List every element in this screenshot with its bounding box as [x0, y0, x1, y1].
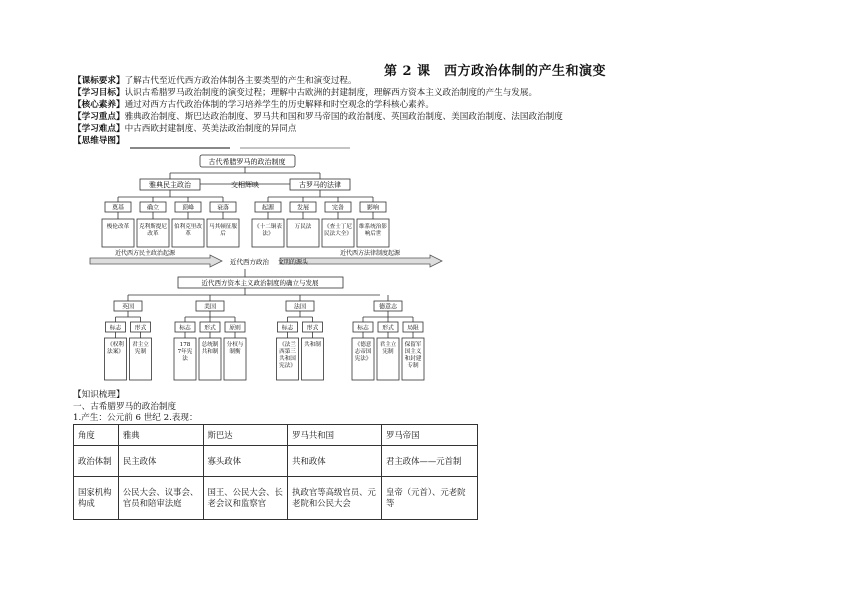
politics-table: [73, 424, 478, 520]
country-detail: 分权与制衡: [226, 342, 244, 355]
table-cell: 执政官等高级官员、元老院和公民大会: [288, 477, 382, 520]
left-item: 确立: [146, 204, 160, 212]
meta-line-difficulty: 【学习难点】中古西欧封建制度、英美法政治制度的异同点: [73, 124, 297, 134]
table-cell: 公民大会、议事会、官员和陪审法庭: [118, 477, 203, 520]
table-header-cell: 罗马共和国: [288, 425, 382, 446]
country-detail: 《法兰西第三共和国宪法》: [279, 342, 296, 369]
country-label: 德意志: [378, 303, 398, 311]
knowledge-header: 【知识梳理】: [73, 390, 125, 400]
table-header-row: [74, 425, 478, 446]
table-row: [74, 477, 478, 520]
table-header-cell: 斯巴达: [203, 425, 288, 446]
knowledge-sub: 1.产生：公元前 6 世纪 2.表现：: [73, 413, 198, 423]
left-detail: 梭伦改革: [106, 224, 130, 230]
mindmap-middle: 交相辉映: [231, 181, 259, 189]
right-item: 完备: [331, 204, 345, 212]
arrow-left-label: 近代西方民主政治起源: [114, 250, 176, 257]
country-detail: 178 7年宪法: [177, 342, 193, 362]
left-detail: 马其顿征服后: [209, 224, 237, 237]
table-cell: 皇帝（元首）、元老院等: [381, 477, 477, 520]
mind-map: [70, 145, 460, 385]
country-label: 法国: [293, 303, 307, 311]
right-item: 影响: [366, 204, 380, 212]
left-detail: 伯利克里改革: [174, 224, 202, 237]
meta-line-literacy: 【核心素养】通过对西方古代政治体制的学习培养学生的历史解释和时空观念的学科核心素养。: [73, 100, 434, 110]
meta-line-goal: 【学习目标】认识古希腊罗马政治制度的演变过程；理解中古欧洲的封建制度，理解西方资本主义政治制度的产生与发展。: [73, 88, 538, 98]
country-item: 局限: [407, 325, 419, 332]
knowledge-section: 一、古希腊罗马的政治制度: [73, 402, 177, 412]
country-detail: 总统制共和制: [201, 342, 219, 355]
country-item: 形式: [306, 325, 319, 332]
right-detail: 《查士丁尼民法大全》: [324, 224, 352, 237]
country-item: 形式: [134, 325, 147, 332]
country-label: 英国: [121, 303, 135, 311]
meta-line-standard: 【课标要求】了解古代至近代西方政治体制各主要类型的产生和演变过程。: [73, 76, 357, 86]
country-item: 形式: [204, 325, 216, 332]
country-item: 原则: [229, 325, 241, 332]
country-item: 标志: [357, 325, 369, 332]
right-item: 起源: [261, 204, 275, 212]
right-detail: 维系统治影响后世: [359, 224, 387, 237]
mindmap-second-root: 近代西方资本主义政治制度的确立与发展: [201, 279, 319, 287]
table-cell: 政治体制: [74, 446, 119, 477]
table-cell: 国家机构构成: [74, 477, 119, 520]
mindmap-left-branch: 雅典民主政治: [149, 181, 191, 189]
country-detail: 《权利法案》: [107, 342, 124, 355]
table-cell: 国王、公民大会、长老会议和监察官: [203, 477, 288, 520]
country-detail: 君主立宪制: [379, 342, 397, 355]
arrow-right-label: 近代西方法律制度起源: [339, 250, 401, 257]
country-detail: 共和制: [304, 342, 321, 348]
right-detail: 万民法: [294, 224, 312, 230]
country-detail: 保留军国主义和封建专制: [404, 342, 422, 369]
right-detail: 《十二铜表法》: [254, 224, 282, 237]
left-item: 衰落: [216, 204, 230, 212]
country-label: 美国: [203, 303, 217, 311]
table-cell: 民主政体: [118, 446, 203, 477]
country-item: 标志: [179, 325, 191, 332]
left-item: 顶峰: [181, 204, 195, 212]
country-item: 标志: [109, 325, 122, 332]
table-cell: 君主政体——元首制: [381, 446, 477, 477]
table-row: [74, 446, 478, 477]
table-header-cell: 雅典: [118, 425, 203, 446]
meta-line-mindmap: 【思维导图】: [73, 136, 125, 146]
table-cell: 共和政体: [288, 446, 382, 477]
meta-line-key: 【学习重点】雅典政治制度、斯巴达政治制度、罗马共和国和罗马帝国的政治制度、英国政治制度、美国政治制度、法国政治制度: [73, 112, 563, 122]
country-item: 形式: [382, 325, 394, 332]
table-header-cell: 罗马帝国: [381, 425, 477, 446]
left-detail: 克利斯提尼改革: [139, 224, 167, 237]
arrow-center2-label: 文明的源头: [278, 259, 309, 266]
table-header-cell: 角度: [74, 425, 119, 446]
left-item: 奠基: [111, 204, 125, 212]
table-cell: 寡头政体: [203, 446, 288, 477]
country-detail: 君主立宪制: [132, 342, 149, 355]
mindmap-root: 古代希腊罗马的政治制度: [208, 158, 286, 166]
right-item: 发展: [296, 204, 310, 212]
country-detail: 《德意志帝国宪法》: [354, 342, 372, 362]
country-item: 标志: [281, 325, 294, 332]
arrow-center-label: 近代西方政治: [230, 258, 269, 266]
mindmap-right-branch: 古罗马的法律: [299, 181, 341, 189]
page-title: 第 2 课 西方政治体制的产生和演变: [383, 64, 607, 79]
